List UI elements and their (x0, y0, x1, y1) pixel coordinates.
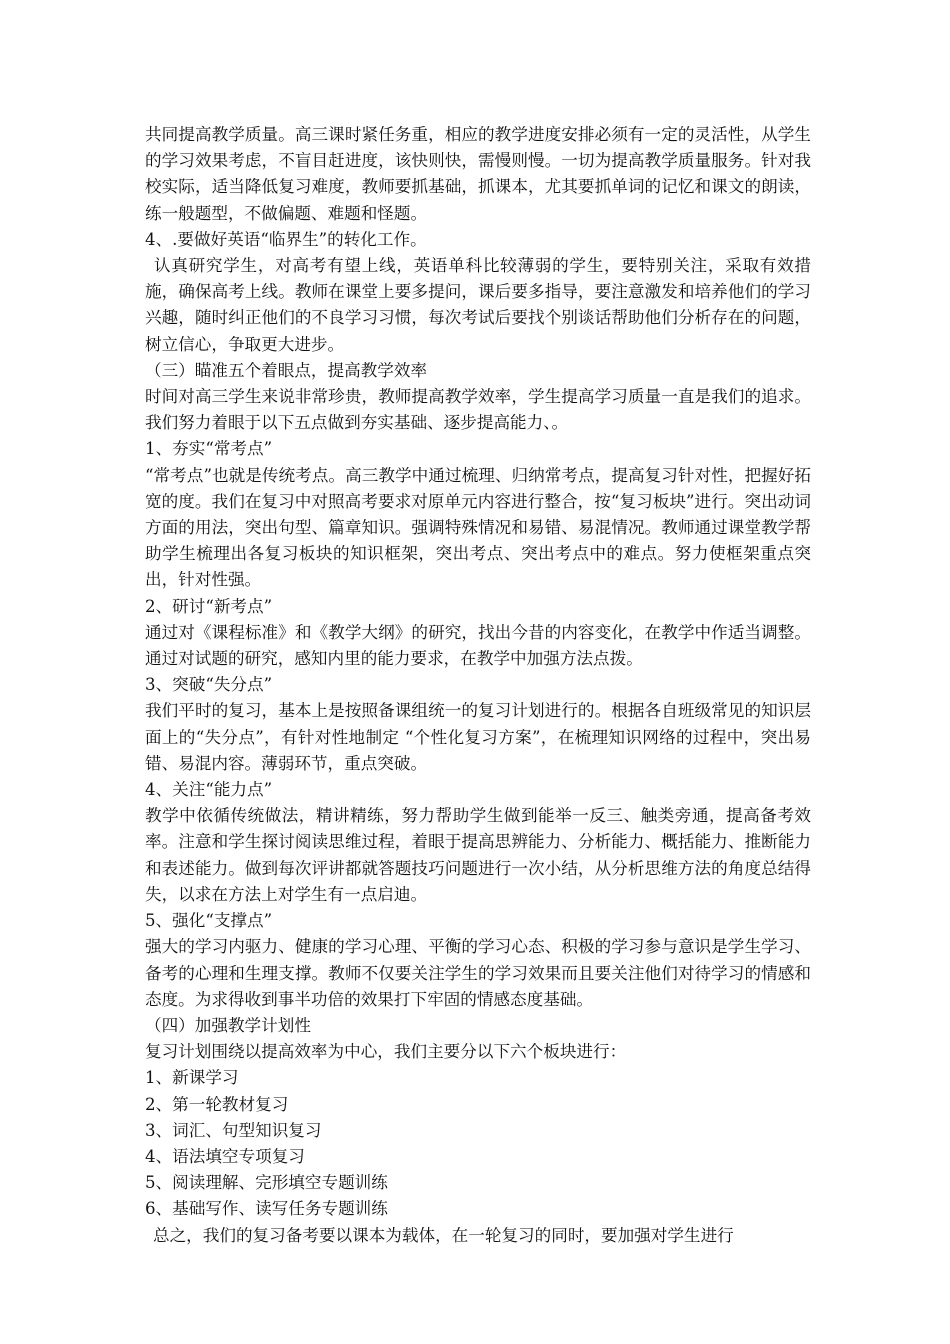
section-heading-four: （四）加强教学计划性 (145, 1015, 311, 1035)
plan-item-1: 1、新课学习 (145, 1068, 239, 1088)
item-heading-1: 1、夯实“常考点” (145, 439, 273, 459)
section-heading-three: （三）瞄准五个着眼点，提高教学效率 (145, 360, 428, 380)
item-heading-5: 5、强化“支撑点” (145, 911, 273, 931)
document-body (145, 122, 811, 1249)
paragraph-new-points: 通过对《课程标准》和《教学大纲》的研究，找出今昔的内容变化，在教学中作适当调整。通过对试题的研究，感知内里的能力要求，在教学中加强方法点拨。 (145, 622, 811, 669)
item-heading-borderline-students: 4、.要做好英语“临界生”的转化工作。 (145, 229, 427, 249)
plan-item-6: 6、基础写作、读写任务专题训练 (145, 1199, 388, 1219)
plan-item-3: 3、词汇、句型知识复习 (145, 1120, 322, 1140)
paragraph-lost-points: 我们平时的复习，基本上是按照备课组统一的复习计划进行的。根据各自班级常见的知识层面上的“失分点”，有针对性地制定 “个性化复习方案”，在梳理知识网络的过程中，突出易错、易混内容。薄弱环节，重点突破。 (145, 701, 811, 773)
paragraph-plan-intro: 复习计划围绕以提高效率为中心，我们主要分以下六个板块进行： (145, 1042, 627, 1062)
paragraph-common-points: “常考点”也就是传统考点。高三教学中通过梳理、归纳常考点，提高复习针对性，把握好拓宽的度。我们在复习中对照高考要求对原单元内容进行整合，按“复习板块”进行。突出动词方面的用法，突出句型、篇章知识。强调特殊情况和易错、易混情况。教师通过课堂教学帮助学生梳理出各复习板块的知识框架，突出考点、突出考点中的难点。努力使框架重点突出，针对性强。 (145, 465, 811, 590)
item-heading-2: 2、研讨“新考点” (145, 596, 273, 616)
paragraph-conclusion: 总之，我们的复习备考要以课本为载体，在一轮复习的同时，要加强对学生进行 (153, 1225, 734, 1245)
paragraph-borderline-students: 认真研究学生，对高考有望上线，英语单科比较薄弱的学生，要特别关注，采取有效措施，确保高考上线。教师在课堂上要多提问，课后要多指导，要注意激发和培养他们的学习兴趣，随时纠正他们的不良学习习惯，每次考试后要找个别谈话帮助他们分析存在的问题，树立信心，争取更大进步。 (145, 256, 811, 354)
paragraph-support-points: 强大的学习内驱力、健康的学习心理、平衡的学习心态、积极的学习参与意识是学生学习、备考的心理和生理支撑。教师不仅要关注学生的学习效果而且要关注他们对待学习的情感和态度。为求得收到事半功倍的效果打下牢固的情感态度基础。 (145, 937, 811, 1009)
plan-item-5: 5、阅读理解、完形填空专题训练 (145, 1173, 388, 1193)
paragraph-efficiency: 时间对高三学生来说非常珍贵，教师提高教学效率，学生提高学习质量一直是我们的追求。我们努力着眼于以下五点做到夯实基础、逐步提高能力、。 (145, 387, 811, 433)
paragraph-teaching-quality: 共同提高教学质量。高三课时紧任务重，相应的教学进度安排必须有一定的灵活性，从学生的学习效果考虑，不盲目赶进度，该快则快，需慢则慢。一切为提高教学质量服务。针对我校实际，适当降低复习难度，教师要抓基础，抓课本，尤其要抓单词的记忆和课文的朗读，练一般题型，不做偏题、难题和怪题。 (145, 125, 811, 223)
plan-item-2: 2、第一轮教材复习 (145, 1094, 289, 1114)
paragraph-ability-points: 教学中依循传统做法，精讲精练，努力帮助学生做到能举一反三、触类旁通，提高备考效率。注意和学生探讨阅读思维过程，着眼于提高思辨能力、分析能力、概括能力、推断能力和表述能力。做到每次评讲都就答题技巧问题进行一次小结，从分析思维方法的角度总结得失，以求在方法上对学生有一点启迪。 (145, 806, 811, 904)
plan-item-4: 4、语法填空专项复习 (145, 1146, 305, 1166)
item-heading-3: 3、突破“失分点” (145, 675, 273, 695)
item-heading-4: 4、关注“能力点” (145, 780, 273, 800)
